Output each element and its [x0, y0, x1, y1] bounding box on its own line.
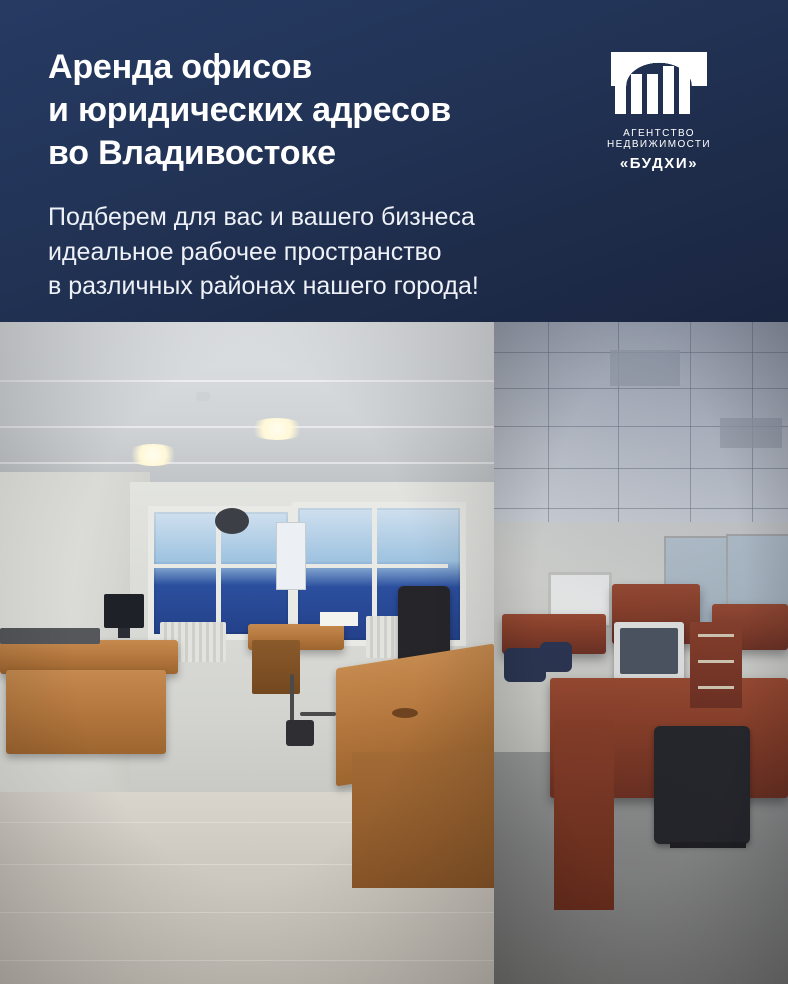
- ceiling-vent-2: [720, 418, 782, 448]
- printer: [0, 628, 100, 644]
- office-chair-right: [654, 726, 750, 844]
- logo-bar-3: [647, 74, 658, 114]
- logo-bar-1: [615, 74, 626, 114]
- monitor-right-screen: [620, 628, 678, 674]
- waste-bin: [286, 720, 314, 746]
- desk-left-front: [6, 670, 166, 754]
- company-logo: [574, 52, 744, 172]
- papers-center: [320, 612, 358, 626]
- logo-bar-5: [679, 60, 690, 114]
- page-title: [48, 46, 451, 174]
- wall-fan: [215, 508, 249, 534]
- monitor-left-stand: [118, 628, 130, 638]
- desk-foreground-panel: [352, 752, 494, 888]
- subtitle-line-2: идеальное рабочее пространство: [48, 237, 442, 266]
- subtitle-line-1: Подберем для вас и вашего бизнеса: [48, 203, 475, 232]
- logo-tagline: АГЕНТСТВО НЕДВИЖИМОСТИ: [606, 128, 712, 150]
- desk-cable-grommet: [392, 708, 418, 718]
- drawer-handle-3: [698, 686, 734, 689]
- drawer-handle-2: [698, 660, 734, 663]
- ceiling-light-1: [126, 444, 180, 466]
- office-photo-left: [0, 322, 494, 984]
- ceiling-light-2: [248, 418, 306, 440]
- desk-left-main: [0, 640, 178, 674]
- monitor-right: [614, 622, 684, 684]
- floor-cable-1: [290, 674, 294, 726]
- wall-poster: [276, 522, 306, 590]
- headline-line-3: во Владивостоке: [48, 133, 336, 172]
- logo-bar-2: [631, 74, 642, 114]
- budhi-logo-mark-icon: [611, 52, 707, 114]
- chair-right-base: [670, 842, 746, 848]
- monitor-left: [104, 594, 144, 628]
- ceiling-vent-1: [610, 350, 680, 386]
- headline-line-2: и юридических адресов: [48, 90, 452, 129]
- poster-subtitle: [48, 200, 744, 304]
- headline-line-1: Аренда офисов: [48, 48, 313, 86]
- visitor-chair-2: [540, 642, 572, 672]
- floor-cable-2: [300, 712, 336, 716]
- photo-strip: [0, 322, 788, 984]
- poster-header: [0, 0, 788, 322]
- ceiling-right: [494, 322, 788, 532]
- office-photo-right: [494, 322, 788, 984]
- logo-company-name: «БУДХИ»: [619, 155, 699, 172]
- header-top-row: [48, 46, 744, 174]
- smoke-detector: [196, 392, 210, 401]
- drawer-handle-1: [698, 634, 734, 637]
- logo-bar-4: [663, 66, 674, 114]
- subtitle-line-3: в различных районах нашего города!: [48, 272, 479, 301]
- desk-right-front-panel: [554, 720, 614, 910]
